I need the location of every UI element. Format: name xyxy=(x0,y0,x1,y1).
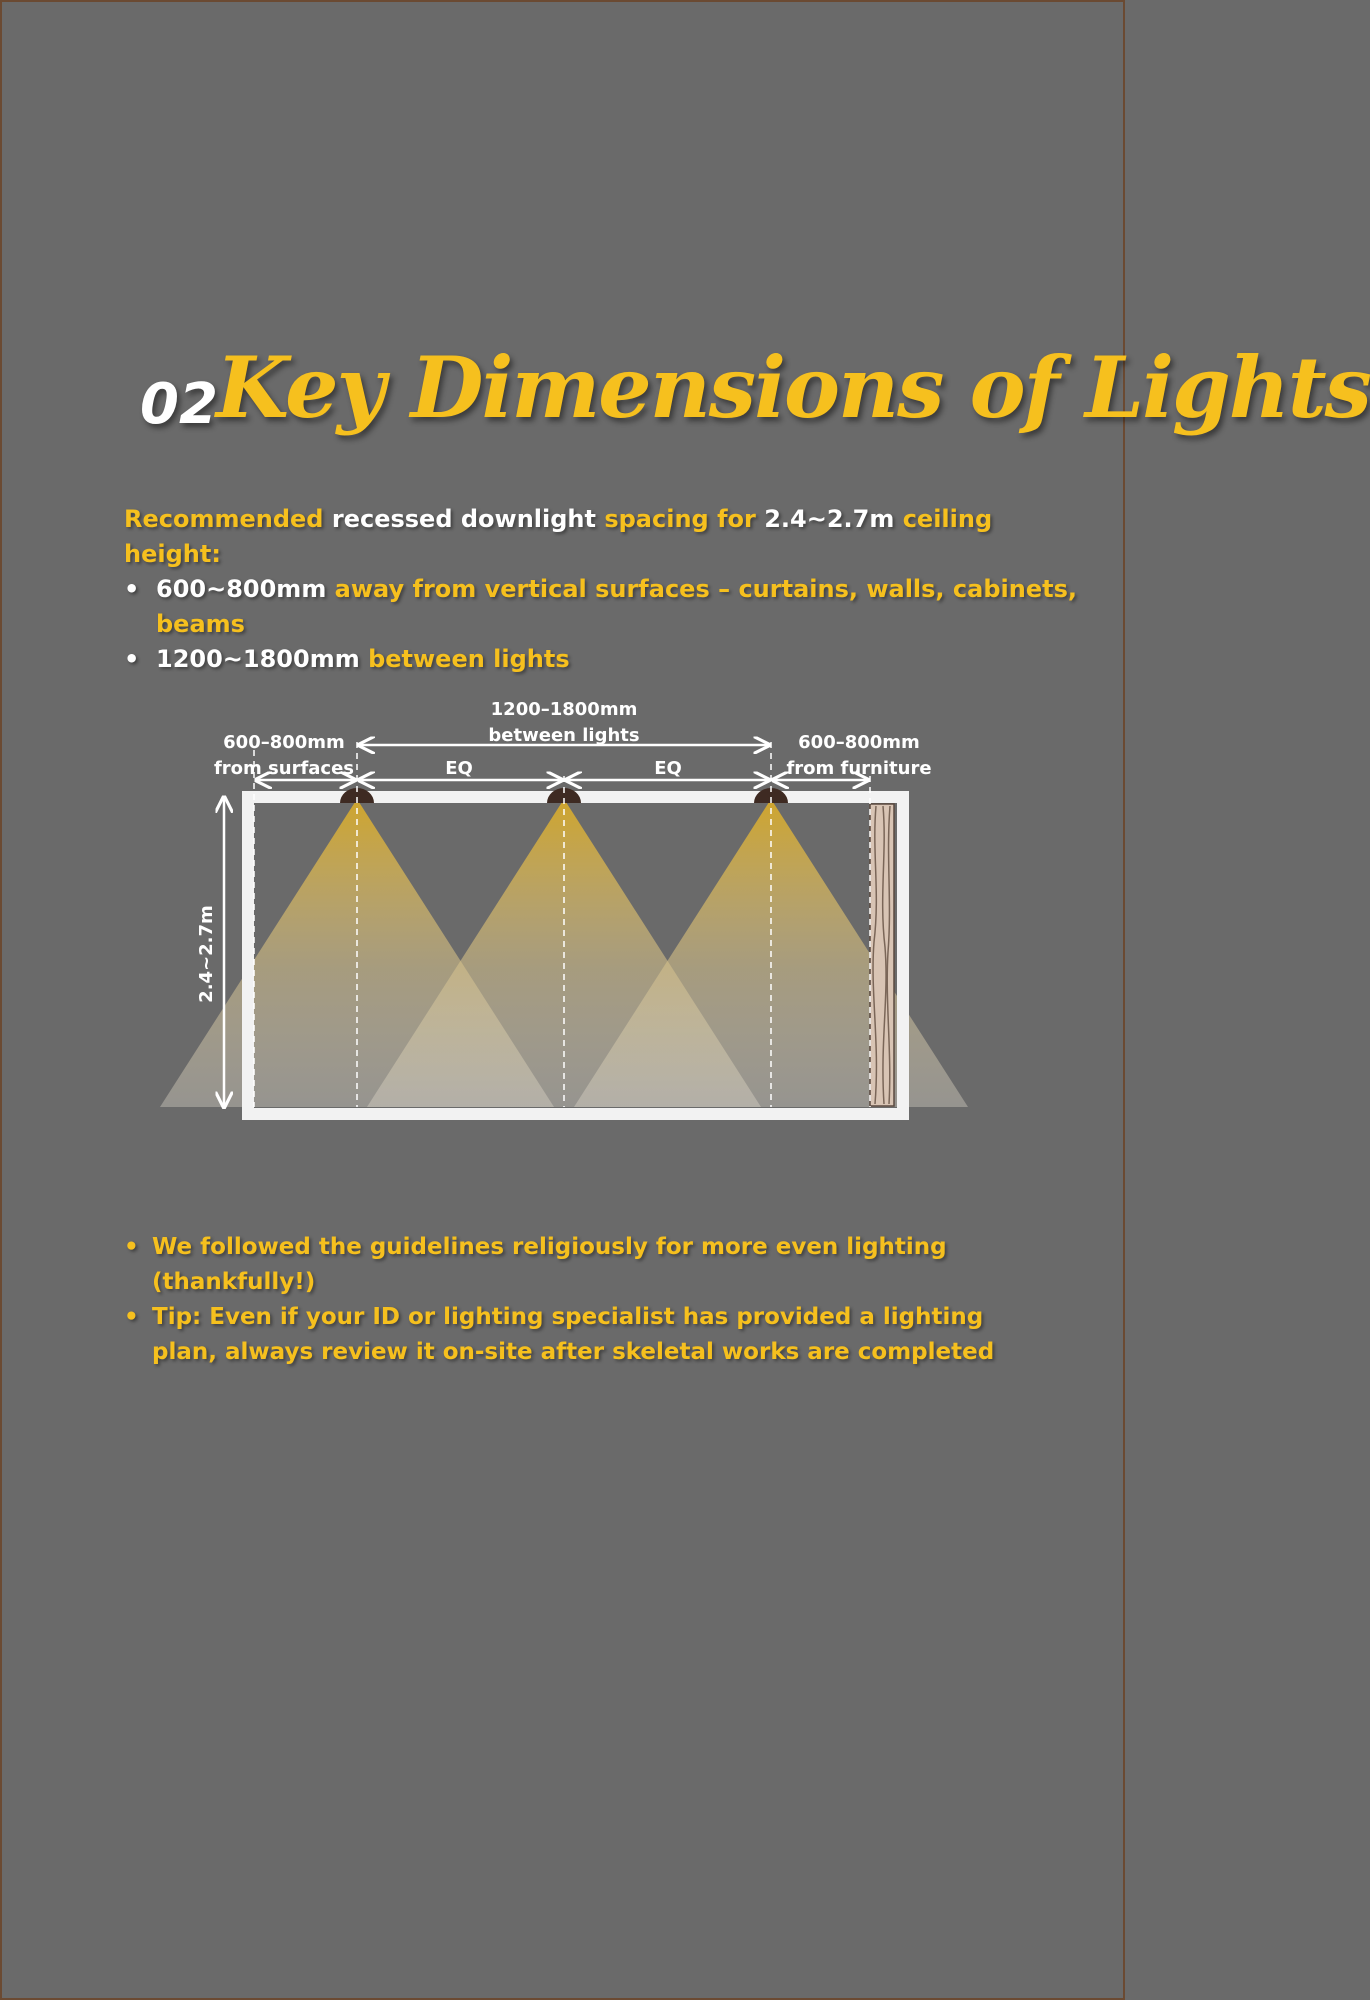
bullet-dot: • xyxy=(124,575,140,603)
bullet-dot: • xyxy=(124,645,140,673)
bullet-dot: • xyxy=(124,1304,139,1330)
notes-list xyxy=(124,1230,1024,1370)
page-title xyxy=(140,332,1370,462)
left-offset-label-2: from surfaces xyxy=(213,758,355,779)
note-text: Tip: Even if your ID or lighting specialist has provided a lighting plan, always review it on-site after skeletal works are completed xyxy=(152,1304,995,1365)
title-text: Key Dimensions of Lights xyxy=(216,338,1370,437)
bullet-text: between lights xyxy=(359,645,570,673)
intro-part-spacing: spacing for xyxy=(604,505,765,533)
list-item xyxy=(124,1230,1024,1300)
right-offset-label-1: 600–800mm xyxy=(798,732,920,753)
list-item xyxy=(124,642,1084,677)
intro-part-ceiling: ceiling height: xyxy=(124,505,993,568)
intro-part-downlight: recessed downlight xyxy=(323,505,605,533)
intro-part-recommended: Recommended xyxy=(124,505,324,533)
bullet-highlight: 1200~1800mm xyxy=(156,645,360,673)
eq-label-right: EQ xyxy=(654,758,682,779)
left-offset-label-1: 600–800mm xyxy=(223,732,345,753)
bullet-dot: • xyxy=(124,1234,139,1260)
bullet-highlight: 600~800mm xyxy=(156,575,327,603)
bullet-text: away from vertical surfaces – curtains, walls, cabinets, beams xyxy=(156,575,1077,638)
intro-bullets xyxy=(124,572,1084,677)
lighting-diagram xyxy=(2,682,1127,1142)
right-offset-label-2: from furniture xyxy=(786,758,932,779)
intro-line xyxy=(124,502,1084,572)
eq-label-left: EQ xyxy=(445,758,473,779)
note-text: We followed the guidelines religiously for more even lighting (thankfully!) xyxy=(152,1234,947,1295)
ceiling-height-label: 2.4~2.7m xyxy=(196,905,217,1003)
list-item xyxy=(124,572,1084,642)
intro-block xyxy=(124,502,1084,677)
between-lights-label-1: 1200–1800mm xyxy=(490,699,638,720)
notes-block xyxy=(124,1230,1024,1370)
between-lights-label-2: between lights xyxy=(488,725,640,746)
curtain-illustration xyxy=(870,804,894,1106)
intro-part-height: 2.4~2.7m xyxy=(764,505,895,533)
list-item xyxy=(124,1300,1024,1370)
section-number: 02 xyxy=(140,372,218,437)
